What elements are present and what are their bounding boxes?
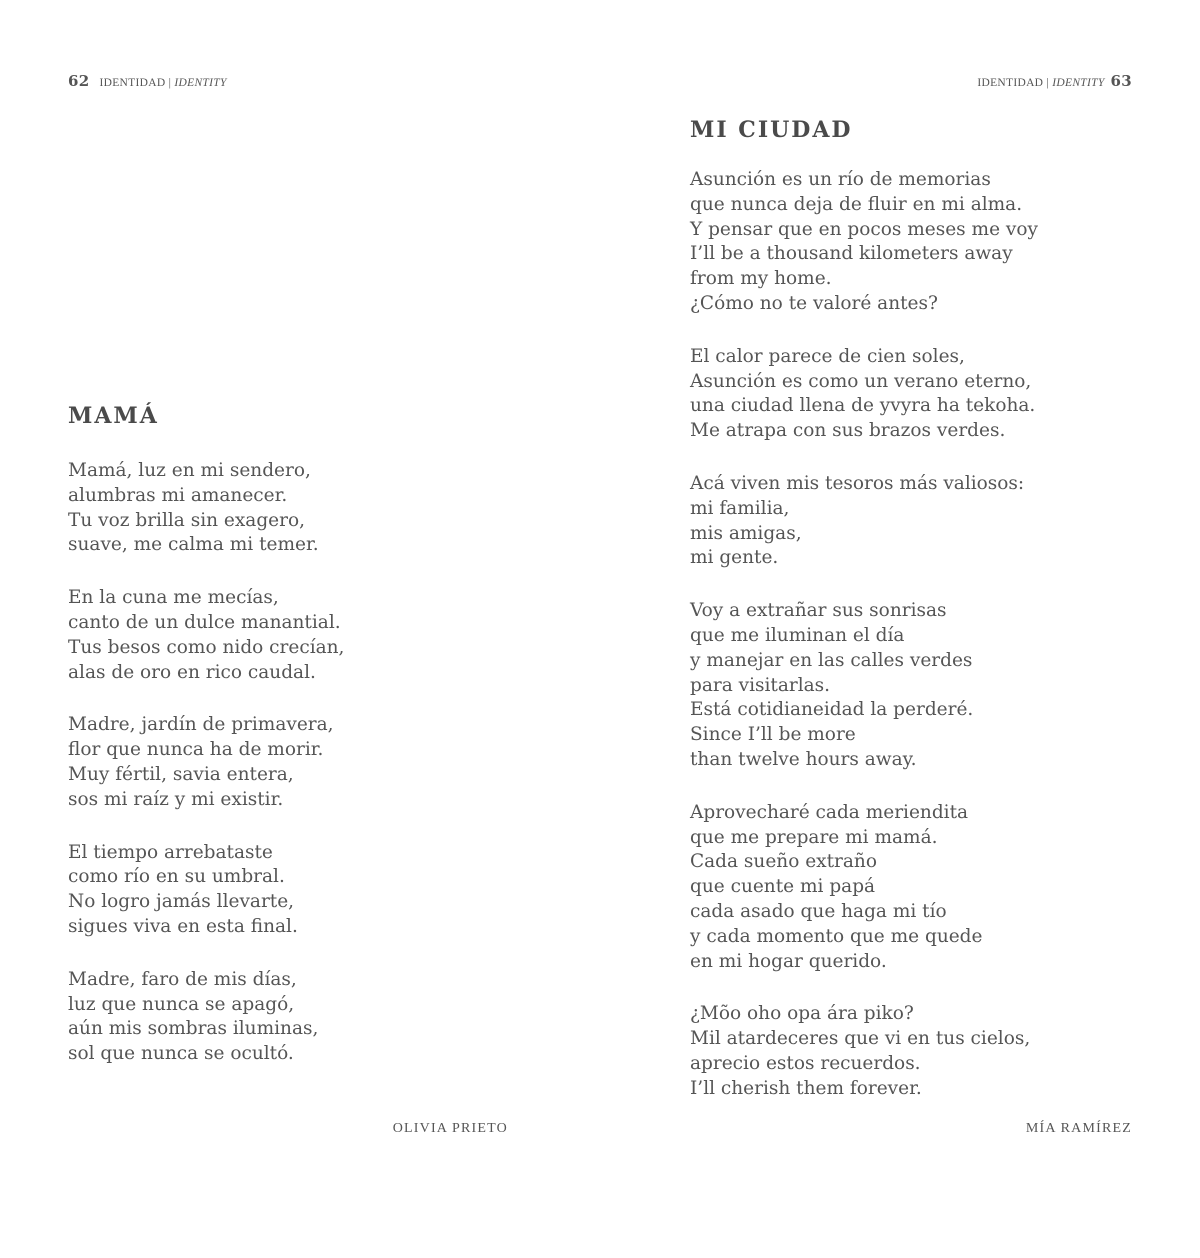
poem-line: en mi hogar querido. bbox=[690, 950, 887, 972]
section-title: IDENTIDAD bbox=[99, 77, 166, 89]
poem-line: Asunción es un río de memorias bbox=[690, 169, 991, 190]
stanza bbox=[68, 713, 344, 812]
poem-line: flor que nunca ha de morir. bbox=[68, 739, 324, 761]
poem-line: El tiempo arrebataste bbox=[68, 841, 273, 863]
right-page bbox=[600, 0, 1200, 1258]
poem-line: than twelve hours away. bbox=[690, 748, 917, 770]
poem-line: cada asado que haga mi tío bbox=[690, 900, 947, 922]
poem-line: aún mis sombras iluminas, bbox=[68, 1018, 319, 1040]
separator: | bbox=[1046, 77, 1050, 89]
stanza bbox=[690, 1002, 1038, 1101]
poem-line: que me prepare mi mamá. bbox=[690, 826, 938, 848]
poem-line: I’ll be a thousand kilometers away bbox=[690, 243, 1013, 265]
running-head-left bbox=[68, 72, 227, 92]
poem-line: Madre, faro de mis días, bbox=[68, 968, 297, 990]
poem-title: MI CIUDAD bbox=[690, 117, 853, 143]
poem-line: En la cuna me mecías, bbox=[68, 587, 279, 609]
stanza bbox=[68, 459, 344, 558]
poem-line: Madre, jardín de primavera, bbox=[68, 714, 334, 736]
poem-line: No logro jamás llevarte, bbox=[68, 891, 295, 913]
running-head-right bbox=[977, 72, 1132, 92]
poem-line: que nunca deja de fluir en mi alma. bbox=[690, 193, 1023, 215]
poem-line: Tu voz brilla sin exagero, bbox=[68, 509, 305, 531]
poem-line: El calor parece de cien soles, bbox=[690, 345, 965, 367]
poem-line: que cuente mi papá bbox=[690, 876, 876, 898]
page-number: 63 bbox=[1110, 72, 1132, 90]
page-number: 62 bbox=[68, 72, 90, 90]
stanza bbox=[68, 586, 344, 685]
stanza bbox=[690, 599, 1038, 773]
section-title-english: IDENTITY bbox=[174, 77, 227, 89]
poem-line: Tus besos como nido crecían, bbox=[68, 636, 345, 658]
poem-line: Voy a extrañar sus sonrisas bbox=[690, 600, 947, 622]
poem-line: Me atrapa con sus brazos verdes. bbox=[690, 420, 1006, 442]
separator: | bbox=[168, 77, 172, 89]
poem-author: MÍA RAMÍREZ bbox=[1025, 1121, 1132, 1136]
poem-line: aprecio estos recuerdos. bbox=[690, 1052, 921, 1074]
stanza bbox=[690, 801, 1038, 975]
stanza bbox=[68, 968, 344, 1067]
poem-line: sol que nunca se ocultó. bbox=[68, 1043, 294, 1065]
poem-line: Está cotidianeidad la perderé. bbox=[690, 699, 974, 721]
poem-line: ¿Cómo no te valoré antes? bbox=[690, 292, 938, 314]
stanza bbox=[690, 472, 1038, 571]
poem-line: sos mi raíz y mi existir. bbox=[68, 788, 284, 810]
poem-line: Asunción es como un verano eterno, bbox=[690, 370, 1032, 392]
poem-line: Cada sueño extraño bbox=[690, 851, 877, 873]
poem-author: OLIVIA PRIETO bbox=[392, 1121, 508, 1136]
poem-line: Since I’ll be more bbox=[690, 724, 856, 746]
poem-line: I’ll cherish them forever. bbox=[690, 1077, 922, 1099]
poem-line: y manejar en las calles verdes bbox=[690, 649, 973, 671]
poem-line: Y pensar que en pocos meses me voy bbox=[690, 218, 1038, 240]
poem-line: una ciudad llena de yvyra ha tekoha. bbox=[690, 395, 1036, 417]
poem-line: alumbras mi amanecer. bbox=[68, 484, 288, 506]
stanza bbox=[68, 841, 344, 940]
poem-body bbox=[68, 459, 344, 1067]
poem-line: alas de oro en rico caudal. bbox=[68, 661, 316, 683]
poem-line: para visitarlas. bbox=[690, 674, 831, 696]
poem-body bbox=[690, 168, 1038, 1102]
poem-line: que me iluminan el día bbox=[690, 624, 905, 646]
poem-line: mi gente. bbox=[690, 547, 779, 569]
stanza bbox=[690, 345, 1038, 444]
poem-line: canto de un dulce manantial. bbox=[68, 611, 341, 633]
poem-line: from my home. bbox=[690, 268, 832, 290]
poem-line: Muy fértil, savia entera, bbox=[68, 763, 294, 785]
poem-line: ¿Mõo oho opa ára piko? bbox=[690, 1003, 914, 1025]
section-title-english: IDENTITY bbox=[1052, 77, 1105, 89]
poem-line: Acá viven mis tesoros más valiosos: bbox=[690, 472, 1025, 494]
poem-line: como río en su umbral. bbox=[68, 866, 285, 888]
poem-line: Mil atardeceres que vi en tus cielos, bbox=[690, 1028, 1031, 1050]
poem-line: sigues viva en esta final. bbox=[68, 915, 298, 937]
poem-line: luz que nunca se apagó, bbox=[68, 993, 295, 1015]
poem-line: y cada momento que me quede bbox=[690, 925, 983, 947]
stanza bbox=[690, 168, 1038, 317]
poem-line: mis amigas, bbox=[690, 522, 802, 544]
poem-line: mi familia, bbox=[690, 497, 790, 519]
poem-line: suave, me calma mi temer. bbox=[68, 534, 319, 556]
poem-line: Mamá, luz en mi sendero, bbox=[68, 460, 311, 481]
poem-line: Aprovecharé cada meriendita bbox=[690, 801, 969, 823]
section-title: IDENTIDAD bbox=[977, 77, 1044, 89]
poem-title: MAMÁ bbox=[68, 403, 159, 429]
